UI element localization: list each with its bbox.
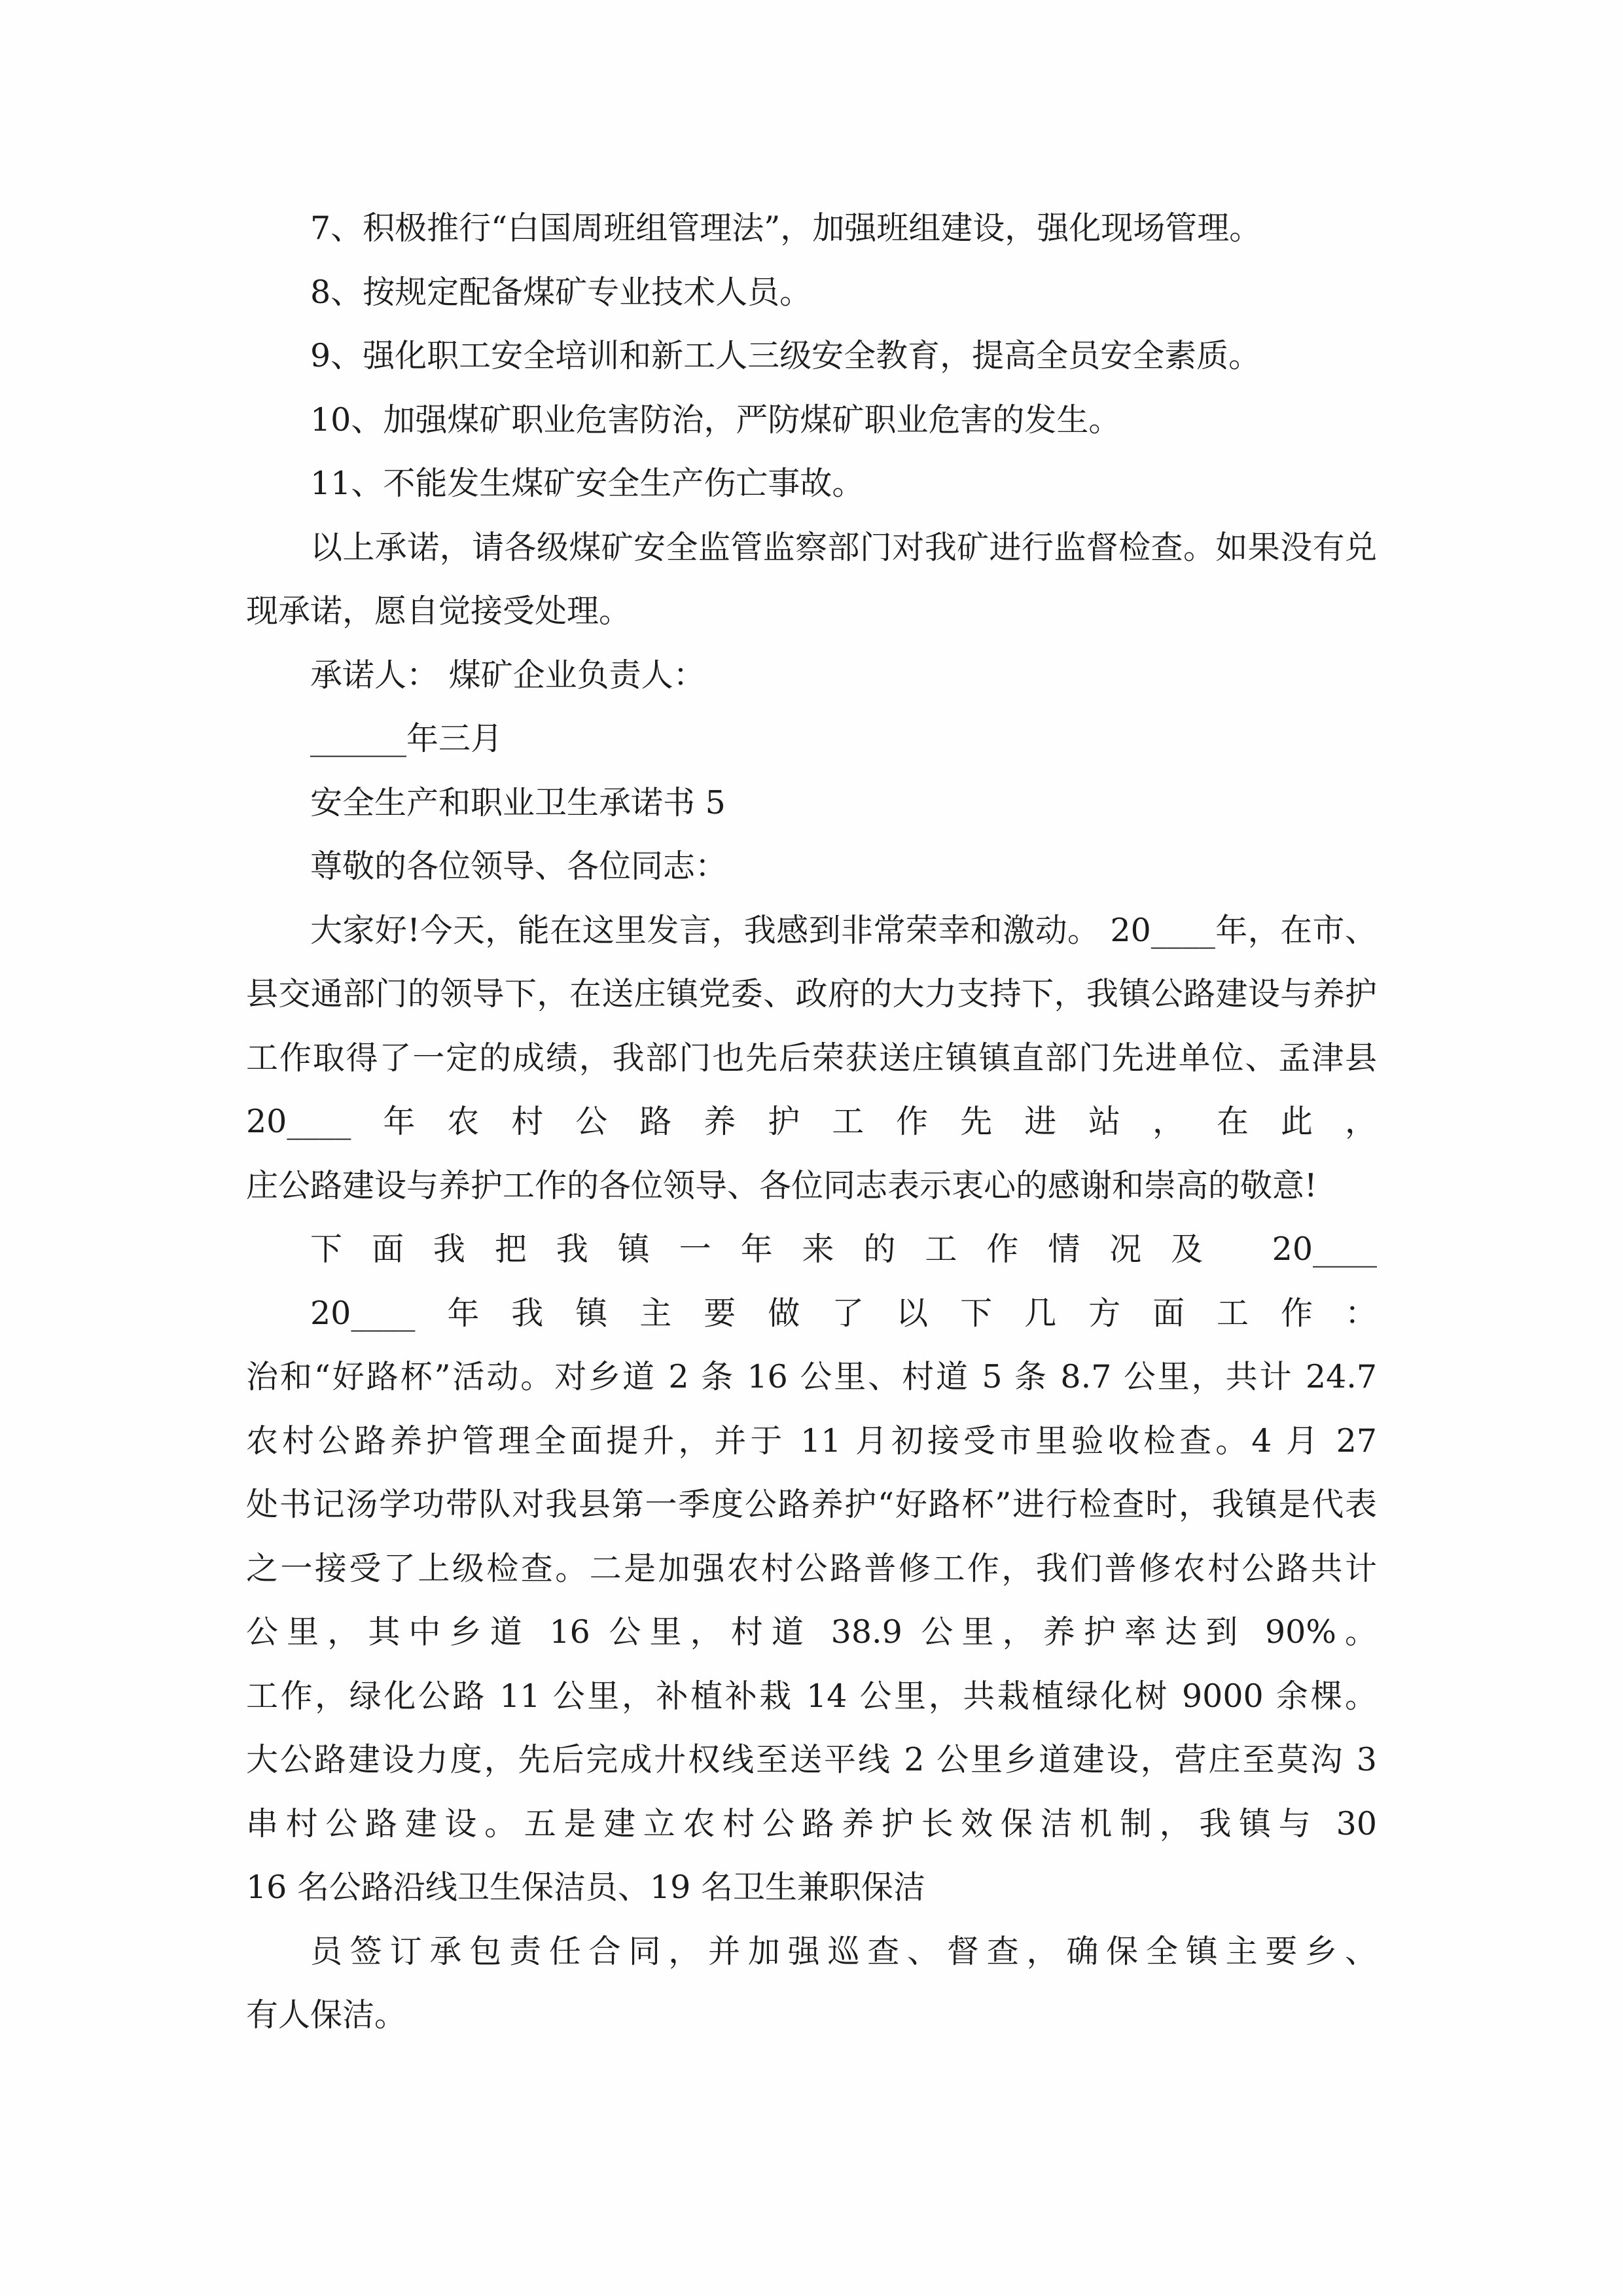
paragraph-line: 之一接受了上级检查。二是加强农村公路普修工作，我们普修农村公路共计 bbox=[246, 1549, 1377, 1587]
paragraph-line: 工作，绿化公路 11 公里，补植补栽 14 公里，共栽植绿化树 9000 余棵。 bbox=[246, 1677, 1377, 1715]
commitment-item-8 bbox=[246, 260, 1377, 325]
paragraph-line: 10、加强煤矿职业危害防治，严防煤矿职业危害的发生。 bbox=[310, 401, 1121, 439]
work-summary-paragraph bbox=[246, 1282, 1377, 1920]
paragraph-line: 11、不能发生煤矿安全生产伤亡事故。 bbox=[310, 465, 865, 502]
paragraph-line: 安全生产和职业卫生承诺书 5 bbox=[310, 783, 726, 821]
paragraph-line: 大公路建设力度，先后完成廾权线至送平线 2 公里乡道建设，营庄至莫沟 3 bbox=[246, 1741, 1377, 1778]
opening-paragraph bbox=[246, 899, 1377, 1218]
work-summary-continuation bbox=[246, 1920, 1377, 2047]
paragraph-line: 公里，其中乡道 16 公里，村道 38.9 公里，养护率达到 90%。 bbox=[246, 1613, 1377, 1651]
paragraph-line: 尊敬的各位领导、各位同志： bbox=[310, 848, 728, 885]
paragraph-line: 处书记汤学功带队对我县第一季度公路养护“好路杯”进行检查时，我镇是代表 bbox=[246, 1486, 1377, 1523]
signature-line bbox=[246, 643, 1377, 708]
paragraph-line: 16 名公路沿线卫生保洁员、19 名卫生兼职保洁 bbox=[246, 1869, 925, 1906]
paragraph-line: 员签订承包责任合同，并加强巡查、督查，确保全镇主要乡、 bbox=[310, 1932, 1377, 1970]
commitment-item-10 bbox=[246, 388, 1377, 452]
paragraph-line: 现承诺，愿自觉接受处理。 bbox=[246, 592, 632, 630]
salutation bbox=[246, 834, 1377, 899]
document-title bbox=[246, 771, 1377, 835]
paragraph-line: 20____年我镇主要做了以下几方面工作： bbox=[310, 1294, 1377, 1332]
paragraph-line: 9、强化职工安全培训和新工人三级安全教育，提高全员安全素质。 bbox=[310, 337, 1261, 374]
paragraph-line: 7、积极推行“白国周班组管理法”，加强班组建设，强化现场管理。 bbox=[310, 209, 1262, 247]
commitment-item-11 bbox=[246, 452, 1377, 516]
report-intro bbox=[246, 1217, 1377, 1282]
paragraph-line: 工作取得了一定的成绩，我部门也先后荣获送庄镇镇直部门先进单位、孟津县 bbox=[246, 1039, 1377, 1077]
paragraph-line: 承诺人： 煤矿企业负责人： bbox=[310, 656, 705, 694]
paragraph-line: 8、按规定配备煤矿专业技术人员。 bbox=[310, 273, 812, 311]
document-body bbox=[246, 196, 1377, 2047]
paragraph-line: 庄公路建设与养护工作的各位领导、各位同志表示衷心的感谢和崇高的敬意! bbox=[246, 1166, 1317, 1204]
paragraph-line: 大家好!今天，能在这里发言，我感到非常荣幸和激动。 20____年，在市、 bbox=[310, 911, 1377, 949]
paragraph-line: ______年三月 bbox=[310, 720, 503, 757]
paragraph-line: 以上承诺，请各级煤矿安全监管监察部门对我矿进行监督检查。如果没有兑 bbox=[310, 528, 1377, 566]
paragraph-line: 有人保洁。 bbox=[246, 1996, 407, 2034]
paragraph-line: 治和“好路杯”活动。对乡道 2 条 16 公里、村道 5 条 8.7 公里，共计 24.7 bbox=[246, 1358, 1377, 1395]
paragraph-line: 串村公路建设。五是建立农村公路养护长效保洁机制，我镇与 30 bbox=[246, 1804, 1377, 1842]
closing-statement bbox=[246, 516, 1377, 643]
commitment-item-9 bbox=[246, 324, 1377, 388]
date-line bbox=[246, 707, 1377, 771]
paragraph-line: 县交通部门的领导下，在送庄镇党委、政府的大力支持下，我镇公路建设与养护 bbox=[246, 975, 1377, 1013]
commitment-item-7 bbox=[246, 196, 1377, 260]
paragraph-line: 农村公路养护管理全面提升，并于 11 月初接受市里验收检查。4 月 27 bbox=[246, 1422, 1377, 1460]
paragraph-line: 下面我把我镇一年来的工作情况及 20____ bbox=[310, 1230, 1377, 1268]
paragraph-line: 20____年农村公路养护工作先进站，在此， bbox=[246, 1103, 1377, 1140]
